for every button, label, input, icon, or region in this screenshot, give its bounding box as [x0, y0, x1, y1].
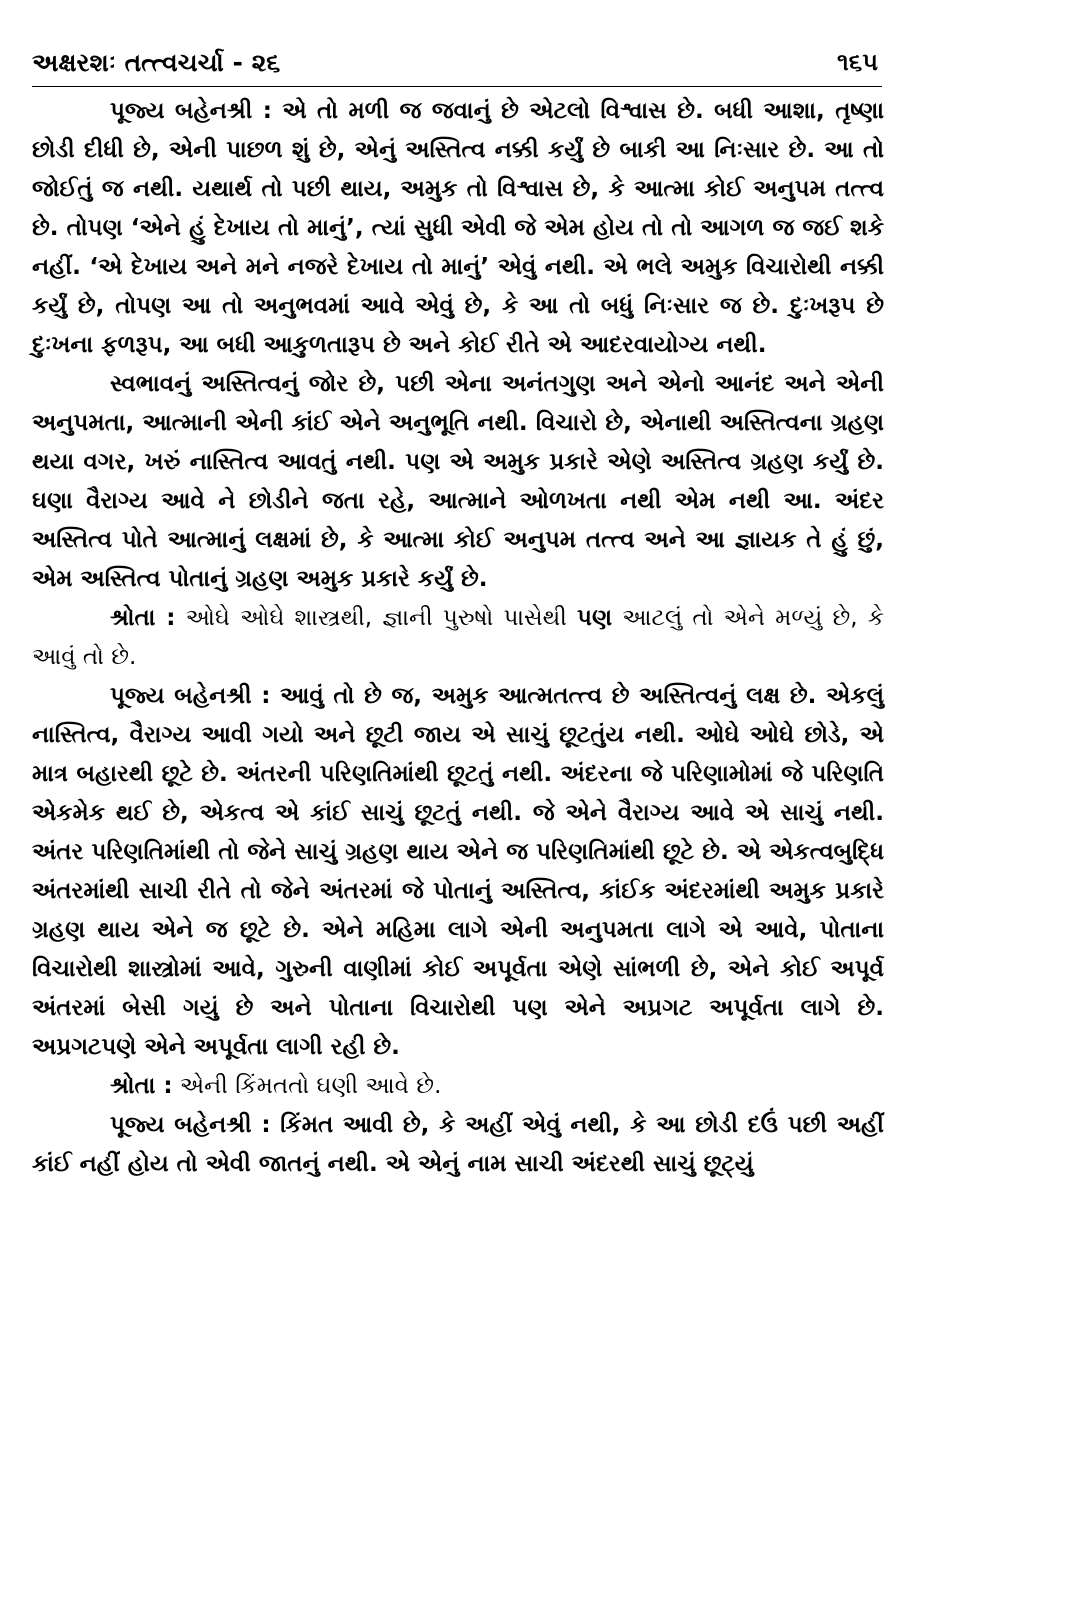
paragraph	[32, 1106, 884, 1184]
paragraph-text: આવું તો છે જ, અમુક આત્મતત્ત્વ છે અસ્તિત્વનું લક્ષ છે. એકલું નાસ્તિત્વ, વૈરાગ્ય આવી ગયો અને છૂટી જાય એ સાચું છૂટતુંય નથી. ઓઘે ઓઘે છોડે, એ માત્ર બહારથી છૂટે છે. અંતરની પરિણતિમાંથી છૂટતું નથી. અંદરના જે પરિણામોમાં જે પરિણતિ એકમેક થઈ છે, એકત્વ એ કાંઈ સાચું છૂટતું નથી. જે એને વૈરાગ્ય આવે એ સાચું નથી. અંતર પરિણતિમાંથી તો જેને સાચું ગ્રહણ થાય એને જ પરિણતિમાંથી છૂટે છે. એ એકત્વબુદ્ધિ અંતરમાંથી સાચી રીતે તો જેને અંતરમાં જે પોતાનું અસ્તિત્વ, કાંઈક અંદરમાંથી અમુક પ્રકારે ગ્રહણ થાય એને જ છૂટે છે. એને મહિમા લાગે એની અનુપમતા લાગે એ આવે, પોતાના વિચારોથી શાસ્ત્રોમાં આવે, ગુરુની વાણીમાં કોઈ અપૂર્વતા એણે સાંભળી છે, એને કોઈ અપૂર્વ અંતરમાં બેસી ગયું છે અને પોતાના વિચારોથી પણ એને અપ્રગટ અપૂર્વતા લાગે છે. અપ્રગટપણે એને અપૂર્વતા લાગી રહી છે.	[32, 683, 884, 1060]
paragraph-text: આટલું તો એને મળ્યું છે, કે આવું તો છે.	[32, 605, 884, 670]
page-number: ૧૬૫	[837, 48, 878, 76]
paragraph-text: ઓઘે ઓઘે શાસ્ત્રથી, જ્ઞાની પુરુષો પાસેથી	[175, 605, 578, 631]
header-rule	[32, 86, 882, 87]
paragraph	[32, 1067, 884, 1106]
speaker-label: પૂજ્ય બહેનશ્રી :	[110, 1112, 271, 1138]
emphasis-word: પણ	[577, 605, 613, 631]
body-text	[32, 92, 884, 1184]
paragraph	[32, 677, 884, 1067]
paragraph-text: એની કિંમતતો ઘણી આવે છે.	[172, 1073, 442, 1099]
paragraph	[32, 92, 884, 365]
running-header	[32, 44, 882, 86]
speaker-label: પૂજ્ય બહેનશ્રી :	[110, 683, 271, 709]
paragraph-text: એ તો મળી જ જવાનું છે એટલો વિશ્વાસ છે. બધી આશા, તૃષ્ણા છોડી દીધી છે, એની પાછળ શું છે, એનું અસ્તિત્વ નક્કી કર્યું છે બાકી આ નિઃસાર છે. આ તો જોઈતું જ નથી. યથાર્થ તો પછી થાય, અમુક તો વિશ્વાસ છે, કે આત્મા કોઈ અનુપમ તત્ત્વ છે. તોપણ ‘એને હું દેખાય તો માનું’, ત્યાં સુધી એવી જે એમ હોય તો તો આગળ જ જઈ શકે નહીં. ‘એ દેખાય અને મને નજરે દેખાય તો માનું’ એવું નથી. એ ભલે અમુક વિચારોથી નક્કી કર્યું છે, તોપણ આ તો અનુભવમાં આવે એવું છે, કે આ તો બધું નિઃસાર જ છે. દુઃખરૂપ છે દુઃખના ફળરૂપ, આ બધી આકુળતારૂપ છે અને કોઈ રીતે એ આદરવાયોગ્ય નથી.	[32, 98, 884, 358]
speaker-label: પૂજ્ય બહેનશ્રી :	[110, 98, 272, 124]
paragraph-text: સ્વભાવનું અસ્તિત્વનું જોર છે, પછી એના અનંતગુણ અને એનો આનંદ અને એની અનુપમતા, આત્માની એની કાંઈ એને અનુભૂતિ નથી. વિચારો છે, એનાથી અસ્તિત્વના ગ્રહણ થયા વગર, ખરું નાસ્તિત્વ આવતું નથી. પણ એ અમુક પ્રકારે એણે અસ્તિત્વ ગ્રહણ કર્યું છે. ઘણા વૈરાગ્ય આવે ને છોડીને જતા રહે, આત્માને ઓળખતા નથી એમ નથી આ. અંદર અસ્તિત્વ પોતે આત્માનું લક્ષમાં છે, કે આત્મા કોઈ અનુપમ તત્ત્વ અને આ જ્ઞાયક તે હું છું, એમ અસ્તિત્વ પોતાનું ગ્રહણ અમુક પ્રકારે કર્યું છે.	[32, 371, 884, 592]
paragraph	[32, 365, 884, 599]
speaker-label: શ્રોતા :	[110, 605, 176, 631]
header-title: અક્ષરશઃ તત્ત્વચર્ચા - ૨૬	[32, 48, 281, 77]
paragraph-text: કિંમત આવી છે, કે અહીં એવું નથી, કે આ છોડી દઉં પછી અહીં કાંઈ નહીં હોય તો એવી જાતનું નથી. એ એનું નામ સાચી અંદરથી સાચું છૂટ્યું	[32, 1112, 884, 1177]
speaker-label: શ્રોતા :	[110, 1073, 173, 1099]
paragraph	[32, 599, 884, 677]
